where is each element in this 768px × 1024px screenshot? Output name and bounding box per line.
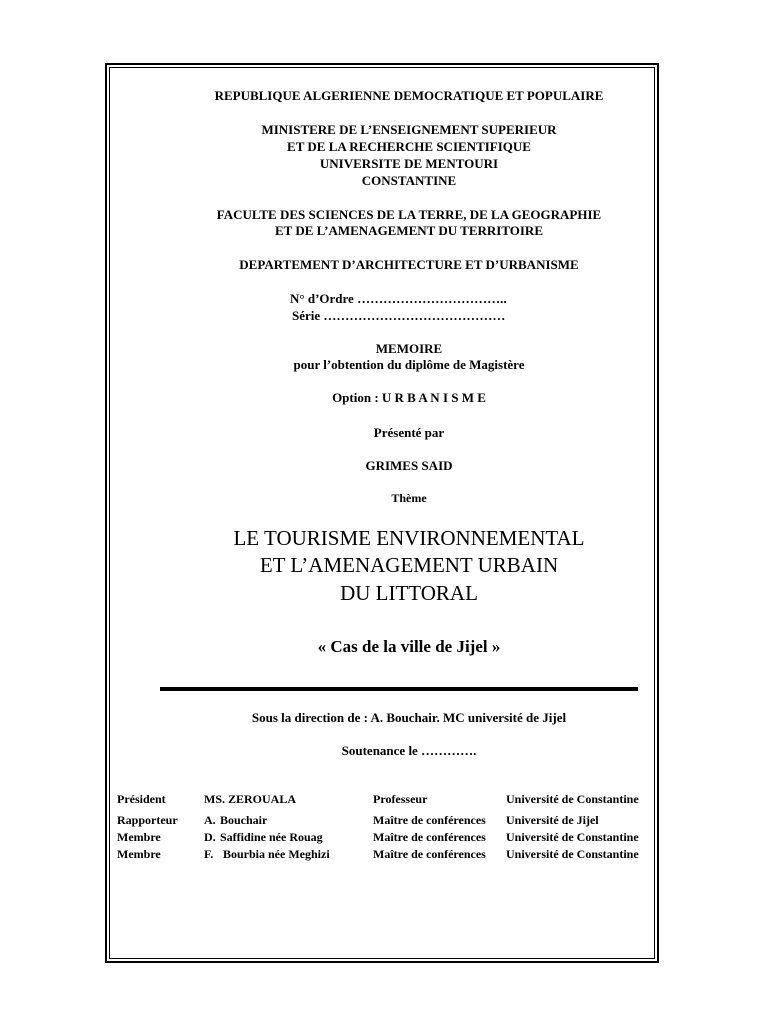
jury-role: Président bbox=[117, 792, 166, 806]
department-name: DEPARTEMENT D’ARCHITECTURE ET D’URBANISME bbox=[239, 257, 579, 272]
option-line: Option : U R B A N I S M E bbox=[332, 390, 486, 405]
case-subtitle: « Cas de la ville de Jijel » bbox=[317, 637, 501, 656]
theme-label: Thème bbox=[391, 491, 427, 505]
ministry-line-1: MINISTERE DE L’ENSEIGNEMENT SUPERIEUR bbox=[261, 122, 557, 137]
faculty-line-1: FACULTE DES SCIENCES DE LA TERRE, DE LA GEOGRAPHIE bbox=[216, 207, 602, 222]
jury-grade: Maître de conférences bbox=[373, 847, 486, 861]
university-city: CONSTANTINE bbox=[361, 173, 457, 188]
series-number: Série …………………………………… bbox=[292, 308, 506, 323]
jury-initial: F. bbox=[204, 847, 214, 861]
jury-grade: Maître de conférences bbox=[373, 813, 486, 827]
jury-grade: Maître de conférences bbox=[373, 830, 486, 844]
jury-role: Rapporteur bbox=[117, 813, 178, 827]
presented-by: Présenté par bbox=[373, 425, 445, 440]
jury-name: Bourbia née Meghizi bbox=[223, 847, 330, 861]
memoir-label: MEMOIRE bbox=[375, 341, 443, 356]
jury-university: Université de Constantine bbox=[506, 830, 639, 844]
title-line-1: LE TOURISME ENVIRONNEMENTAL bbox=[233, 526, 585, 550]
jury-university: Université de Constantine bbox=[506, 792, 639, 806]
order-number: N° d’Ordre …………………………….. bbox=[290, 291, 507, 306]
jury-grade: Professeur bbox=[373, 792, 428, 806]
ministry-line-2: ET DE LA RECHERCHE SCIENTIFIQUE bbox=[287, 139, 531, 154]
title-line-3: DU LITTORAL bbox=[340, 581, 478, 605]
supervision-line: Sous la direction de : A. Bouchair. MC université de Jijel bbox=[251, 710, 567, 725]
jury-initial: D. bbox=[204, 830, 216, 844]
jury-name: Bouchair bbox=[220, 813, 268, 827]
title-line-2: ET L’AMENAGEMENT URBAIN bbox=[259, 553, 559, 577]
jury-role: Membre bbox=[117, 847, 161, 861]
jury-university: Université de Constantine bbox=[506, 847, 639, 861]
jury-name: Saffidine née Rouag bbox=[220, 830, 323, 844]
university-name: UNIVERSITE DE MENTOURI bbox=[319, 156, 499, 171]
defense-date: Soutenance le …………. bbox=[341, 743, 477, 758]
faculty-line-2: ET DE L’AMENAGEMENT DU TERRITOIRE bbox=[274, 223, 543, 238]
horizontal-rule bbox=[160, 687, 638, 691]
memoir-purpose: pour l’obtention du diplôme de Magistère bbox=[293, 357, 525, 372]
republic-heading: REPUBLIQUE ALGERIENNE DEMOCRATIQUE ET POPULAIRE bbox=[214, 88, 604, 103]
jury-initial: A. bbox=[204, 813, 216, 827]
author-name: GRIMES SAID bbox=[365, 458, 453, 473]
jury-role: Membre bbox=[117, 830, 161, 844]
jury-name: MS. ZEROUALA bbox=[204, 792, 297, 806]
jury-university: Université de Jijel bbox=[506, 813, 599, 827]
